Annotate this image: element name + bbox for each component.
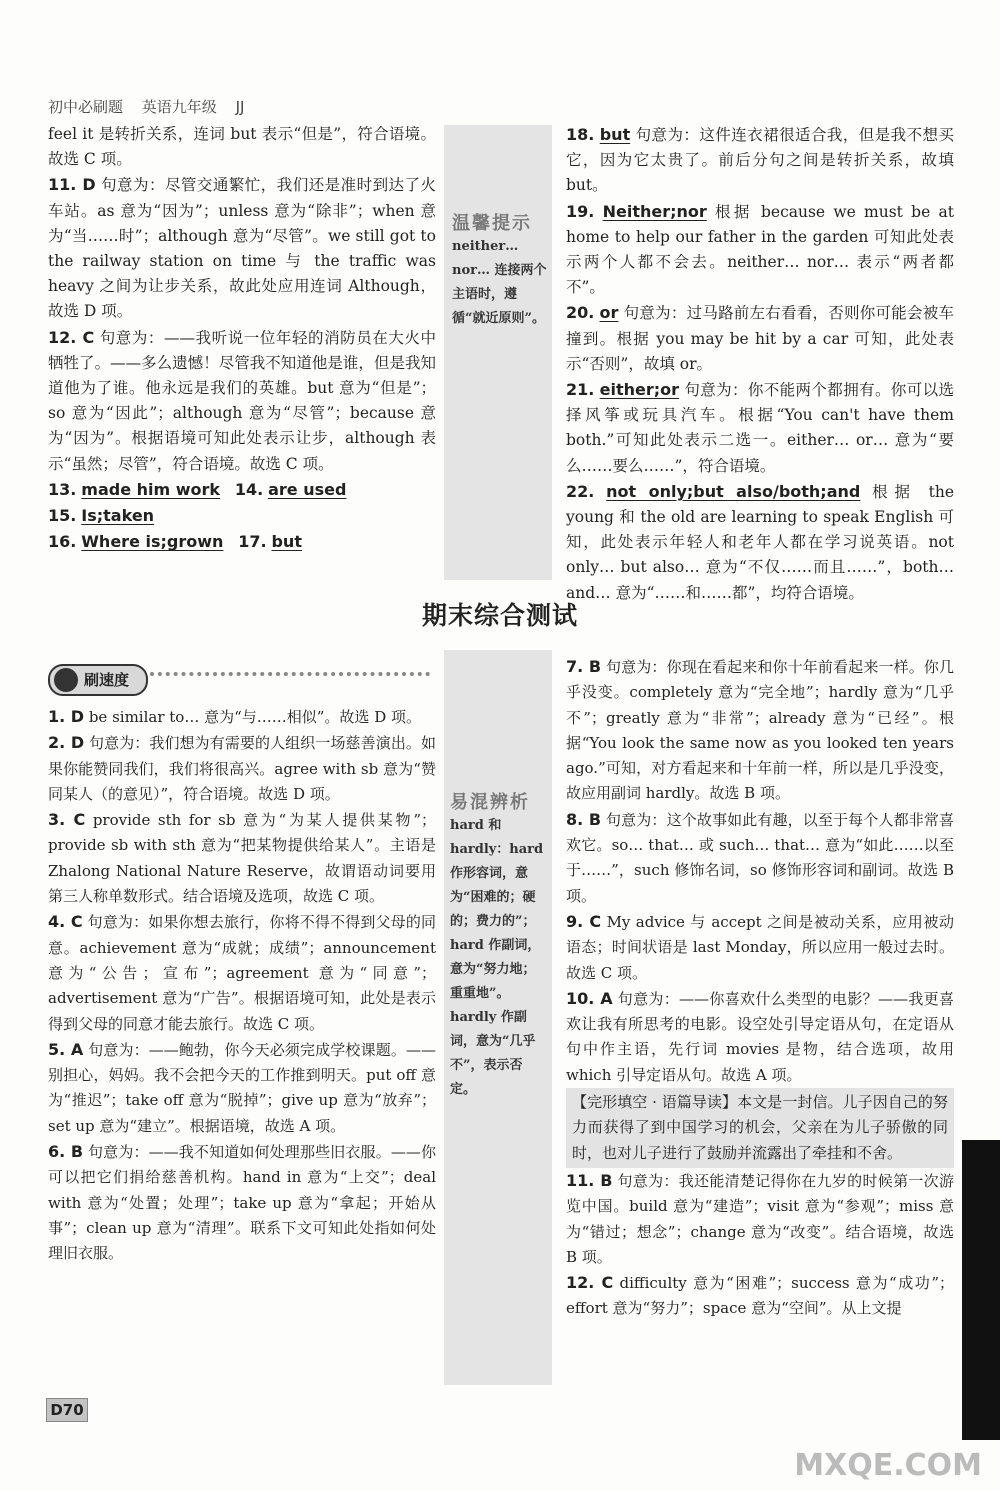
sidebar-body: hard 和 hardly：hard 作形容词，意为“困难的；硬的；费力的”；hard 作副词，意为“努力地；重重地”。hardly 作副词，意为“几乎不”，表示否定。 <box>450 818 544 1097</box>
answer-text: 句意为：你不能两个都拥有。你可以选择风筝或玩具汽车。根据“You can't have them both.”可知此处表示二选一。either… or… 意为“要么……要么……”，符合语境。 <box>566 381 954 475</box>
answer-number: 1. D <box>48 707 85 726</box>
answer-item <box>48 172 436 324</box>
answer-text: 句意为：这件连衣裙很适合我，但是我不想买它，因为它太贵了。前后分句之间是转折关系，故填 but。 <box>566 126 954 195</box>
dotted-divider <box>150 672 430 676</box>
answer-item <box>566 1270 954 1322</box>
answer-text: 句意为：我们想为有需要的人组织一场慈善演出。如果你能赞同我们，我们将很高兴。agree with sb 意为“赞同某人（的意见）”，符合语境。故选 D 项。 <box>48 734 436 803</box>
answer-fill: or <box>599 303 619 323</box>
answer-item <box>48 730 436 807</box>
answer-item <box>566 479 954 606</box>
answer-text: provide sth for sb 意为“为某人提供某物”；provide sb with sth 意为“把某物提供给某人”。主语是 Zhalong National Nature Reserve，故谓语动词要用第三人称单数形式。结合语境及选项，故选 C 项。 <box>48 811 436 906</box>
answer-item <box>566 300 954 377</box>
answer-number: 22. <box>566 481 595 501</box>
answer-number: 13. <box>48 479 77 499</box>
answer-number: 11. B <box>566 1170 613 1190</box>
answer-number: 7. B <box>566 657 602 676</box>
answer-item <box>48 704 436 730</box>
answer-item <box>48 1037 436 1139</box>
answer-text: be similar to… 意为“与……相似”。故选 D 项。 <box>84 708 421 726</box>
confusion-sidebar <box>444 650 552 1385</box>
answer-text: feel it 是转折关系，连词 but 表示“但是”，符合语境。故选 C 项。 <box>48 125 436 169</box>
answer-item <box>566 1168 954 1270</box>
page-number: D70 <box>46 1398 88 1422</box>
running-header <box>48 96 258 117</box>
answer-item <box>566 909 954 986</box>
answer-item <box>566 654 954 807</box>
answer-number: 16. <box>48 532 77 552</box>
answer-text: 句意为：过马路前左右看看，否则你可能会被车撞到。根据 you may be hit by a car 可知，此处表示“否则”，故填 or。 <box>566 304 954 373</box>
answer-text: My advice 与 accept 之间是被动关系，应用被动语态；时间状语是 last Monday，所以应用一般过去时。故选 C 项。 <box>566 912 954 982</box>
answer-text: 句意为：——我听说一位年轻的消防员在大火中牺牲了。——多么遗憾！尽管我不知道他是谁，但是我知道他为了谁。他永远是我们的英雄。but 意为“但是”；so 意为“因此”；although 意为“尽管”；because 意为“因为”。根据语境可知此处表示让步，although 表示“虽然；尽管”，符合语境。故选 C 项。 <box>48 328 437 473</box>
answer-number: 6. B <box>48 1142 84 1162</box>
answer-number: 11. D <box>48 175 96 195</box>
section-title: 期末综合测试 <box>421 601 578 630</box>
sidebar-title: 温馨提示 <box>452 213 532 234</box>
answer-fill: not only;but also/both;and <box>606 481 861 501</box>
answer-text: 根据 the young 和 the old are learning to speak English 可知，此处表示年轻人和老年人都在学习说英语。not only… but also… 意为“不仅……而且……”，both… and… 意为“……和……都”，均符合语境。 <box>566 482 954 602</box>
answer-number: 3. C <box>48 810 86 830</box>
answer-number: 12. C <box>48 327 95 347</box>
answer-number: 10. A <box>566 988 613 1008</box>
answer-item <box>48 909 436 1036</box>
sidebar-body: neither… nor… 连接两个主语时，遵循“就近原则”。 <box>452 239 547 326</box>
answer-item <box>48 503 436 529</box>
answer-text: difficulty 意为“困难”；success 意为“成功”；effort 意为“努力”；space 意为“空间”。从上文提 <box>566 1274 954 1318</box>
answer-item <box>566 377 954 479</box>
page-edge-shadow <box>962 1140 1000 1440</box>
answer-fill: but <box>599 125 631 144</box>
header-part: 初中必刷题 <box>48 98 124 116</box>
answer-number: 12. C <box>566 1273 614 1293</box>
answer-number: 19. <box>566 201 595 221</box>
answer-number: 5. A <box>48 1039 84 1059</box>
answer-number: 4. C <box>48 912 83 932</box>
answer-fill: are used <box>268 479 347 499</box>
bottom-right-column <box>566 654 954 1322</box>
answer-item <box>48 529 436 555</box>
answer-fill: but <box>271 532 302 552</box>
answer-item <box>566 199 954 301</box>
bottom-left-column <box>48 704 436 1267</box>
watermark: MXQE.COM <box>794 1448 982 1483</box>
answer-item <box>566 986 954 1088</box>
answer-number: 9. C <box>566 911 602 931</box>
badge-label: 刷速度 <box>84 671 130 689</box>
answer-text: 句意为：我还能清楚记得你在九岁的时候第一次游览中国。build 意为“建造”；visit 意为“参观”；miss 意为“错过；想念”；change 意为“改变”。结合语境，故选 B 项。 <box>566 1171 954 1266</box>
answer-number: 15. <box>48 506 77 526</box>
answer-fill: made him work <box>81 479 221 499</box>
answer-number: 14. <box>234 479 264 499</box>
passage-guide: 【完形填空 · 语篇导读】本文是一封信。儿子因自己的努力而获得了到中国学习的机会，父亲在为儿子骄傲的同时，也对儿子进行了鼓励并流露出了牵挂和不舍。 <box>566 1088 954 1168</box>
header-part: 英语九年级 <box>141 98 217 116</box>
top-left-column <box>48 122 436 555</box>
top-right-column <box>566 122 954 606</box>
answer-number: 2. D <box>48 733 85 753</box>
answer-item <box>566 807 954 909</box>
answer-text: 根据 because we must be at home to help our father in the garden 可知此处表示两个人都不会去。neither… nor… 表示“两者都不”。 <box>566 202 954 297</box>
answer-number: 17. <box>238 532 267 552</box>
answer-text: 句意为：如果你想去旅行，你将不得不得到父母的同意。achievement 意为“成就；成绩”；announcement 意为“公告；宣布”；agreement 意为“同意”；advertisement 意为“广告”。根据语境可知，此处是表示得到父母的同意才能去旅行。故选 C 项。 <box>48 913 436 1033</box>
answer-fill: either;or <box>599 380 680 400</box>
answer-text: 句意为：——我不知道如何处理那些旧衣服。——你可以把它们捐给慈善机构。hand in 意为“上交”；deal with 意为“处置；处理”；take up 意为“拿起；开始从事”；clean up 意为“清理”。联系下文可知此处指如何处理旧衣服。 <box>48 1143 436 1263</box>
answer-number: 18. <box>566 125 595 144</box>
speed-badge <box>48 664 148 696</box>
answer-number: 21. <box>566 380 595 400</box>
answer-number: 20. <box>566 303 595 323</box>
answer-number: 8. B <box>566 809 602 829</box>
answer-text: 句意为：尽管交通繁忙，我们还是准时到达了火车站。as 意为“因为”；unless 意为“除非”；when 意为“当……时”；although 意为“尽管”。we still got to the railway station on time 与 the traffic was heavy 之间为让步关系，故此处应用连词 Although，故选 D 项。 <box>48 176 436 321</box>
answer-item <box>48 807 436 909</box>
answer-fill: Neither;nor <box>602 201 707 221</box>
answer-text: 句意为：你现在看起来和你十年前看起来一样。你几乎没变。completely 意为“完全地”；hardly 意为“几乎不”；greatly 意为“非常”；already 意为“已经”。根据“You look the same now as you looked ten years ago.”可知，对方看起来和十年前一样，所以是几乎没变，故应用副词 hardly。故选 B 项。 <box>566 658 954 803</box>
answer-text: 句意为：——鲍勃，你今天必须完成学校课题。——别担心，妈妈。我不会把今天的工作推到明天。put off 意为“推迟”；take off 意为“脱掉”；give up 意为“放弃”；set up 意为“建立”。根据语境，故选 A 项。 <box>48 1040 436 1135</box>
answer-text: 句意为：——你喜欢什么类型的电影？——我更喜欢让我有所思考的电影。设空处引导定语从句，在定语从句中作主语，先行词 movies 是物，结合选项，故用 which 引导定语从句。故选 A 项。 <box>566 989 955 1084</box>
answer-text: 句意为：这个故事如此有趣，以至于每个人都非常喜欢它。so… that… 或 such… that… 意为“如此……以至于……”，such 修饰名词，so 修饰形容词和副词。故选 B 项。 <box>566 810 954 905</box>
answer-item <box>48 477 436 503</box>
tip-sidebar <box>444 125 552 580</box>
answer-item <box>566 122 954 199</box>
sidebar-title: 易混辨析 <box>450 792 530 813</box>
answer-fill: Where is;grown <box>81 532 224 552</box>
answer-fill: Is;taken <box>81 506 155 526</box>
header-part: JJ <box>235 98 245 116</box>
answer-item <box>48 325 436 477</box>
pen-icon <box>54 668 78 692</box>
answer-item <box>48 1139 436 1266</box>
